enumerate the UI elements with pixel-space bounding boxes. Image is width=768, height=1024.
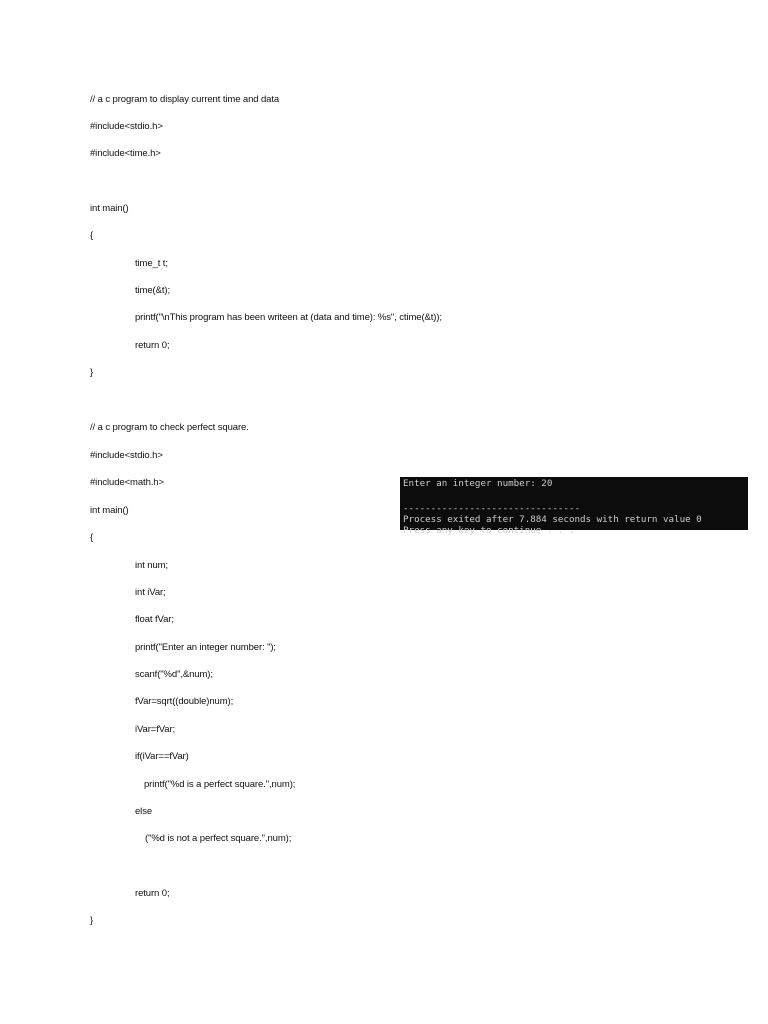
console-output-window (400, 477, 748, 536)
program1-line-return: return 0; (135, 340, 170, 351)
program2-line-ivar: int iVar; (135, 587, 166, 598)
program1-include-stdio: #include<stdio.h> (90, 121, 163, 132)
program1-comment: // a c program to display current time and data (90, 94, 280, 105)
program2-main-signature: int main() (90, 505, 129, 516)
program2-line-if: if(iVar==fVar) (135, 751, 189, 762)
program1-close-brace: } (90, 367, 94, 378)
program1-main-signature: int main() (90, 203, 129, 214)
program2-line-printf: printf("Enter an integer number: "); (135, 642, 276, 653)
program2-include-math: #include<math.h> (90, 477, 164, 488)
program2-line-not-perfect: ("%d is not a perfect square.",num); (145, 833, 292, 844)
program2-open-brace: { (90, 532, 94, 543)
program2-line-sqrt: fVar=sqrt((double)num); (135, 696, 234, 707)
program2-line-assign: iVar=fVar; (135, 724, 176, 735)
program2-line-scanf: scanf("%d",&num); (135, 669, 213, 680)
program2-line-else: else (135, 806, 153, 817)
program2-close-brace: } (90, 915, 94, 926)
program2-line-return: return 0; (135, 888, 170, 899)
program2-line-fvar: float fVar; (135, 614, 174, 625)
program1-line-time: time(&t); (135, 285, 170, 296)
program1-line-timet: time_t t; (135, 258, 168, 269)
console-line-exit-status: Process exited after 7.884 seconds with return value 0 (403, 514, 702, 525)
program1-include-time: #include<time.h> (90, 148, 161, 159)
console-line-separator: -------------------------------- (403, 503, 581, 514)
program1-line-printf: printf("\nThis program has been writeen at (data and time): %s", ctime(&t)); (135, 312, 442, 323)
program2-line-num: int num; (135, 560, 168, 571)
console-line-press-key: Press any key to continue . . . (403, 525, 575, 536)
program2-comment: // a c program to check perfect square. (90, 422, 249, 433)
console-line-prompt: Enter an integer number: 20 (403, 478, 553, 489)
program1-open-brace: { (90, 230, 94, 241)
program2-line-printf-perfect: printf("%d is a perfect square.",num); (144, 779, 296, 790)
program2-include-stdio: #include<stdio.h> (90, 450, 163, 461)
